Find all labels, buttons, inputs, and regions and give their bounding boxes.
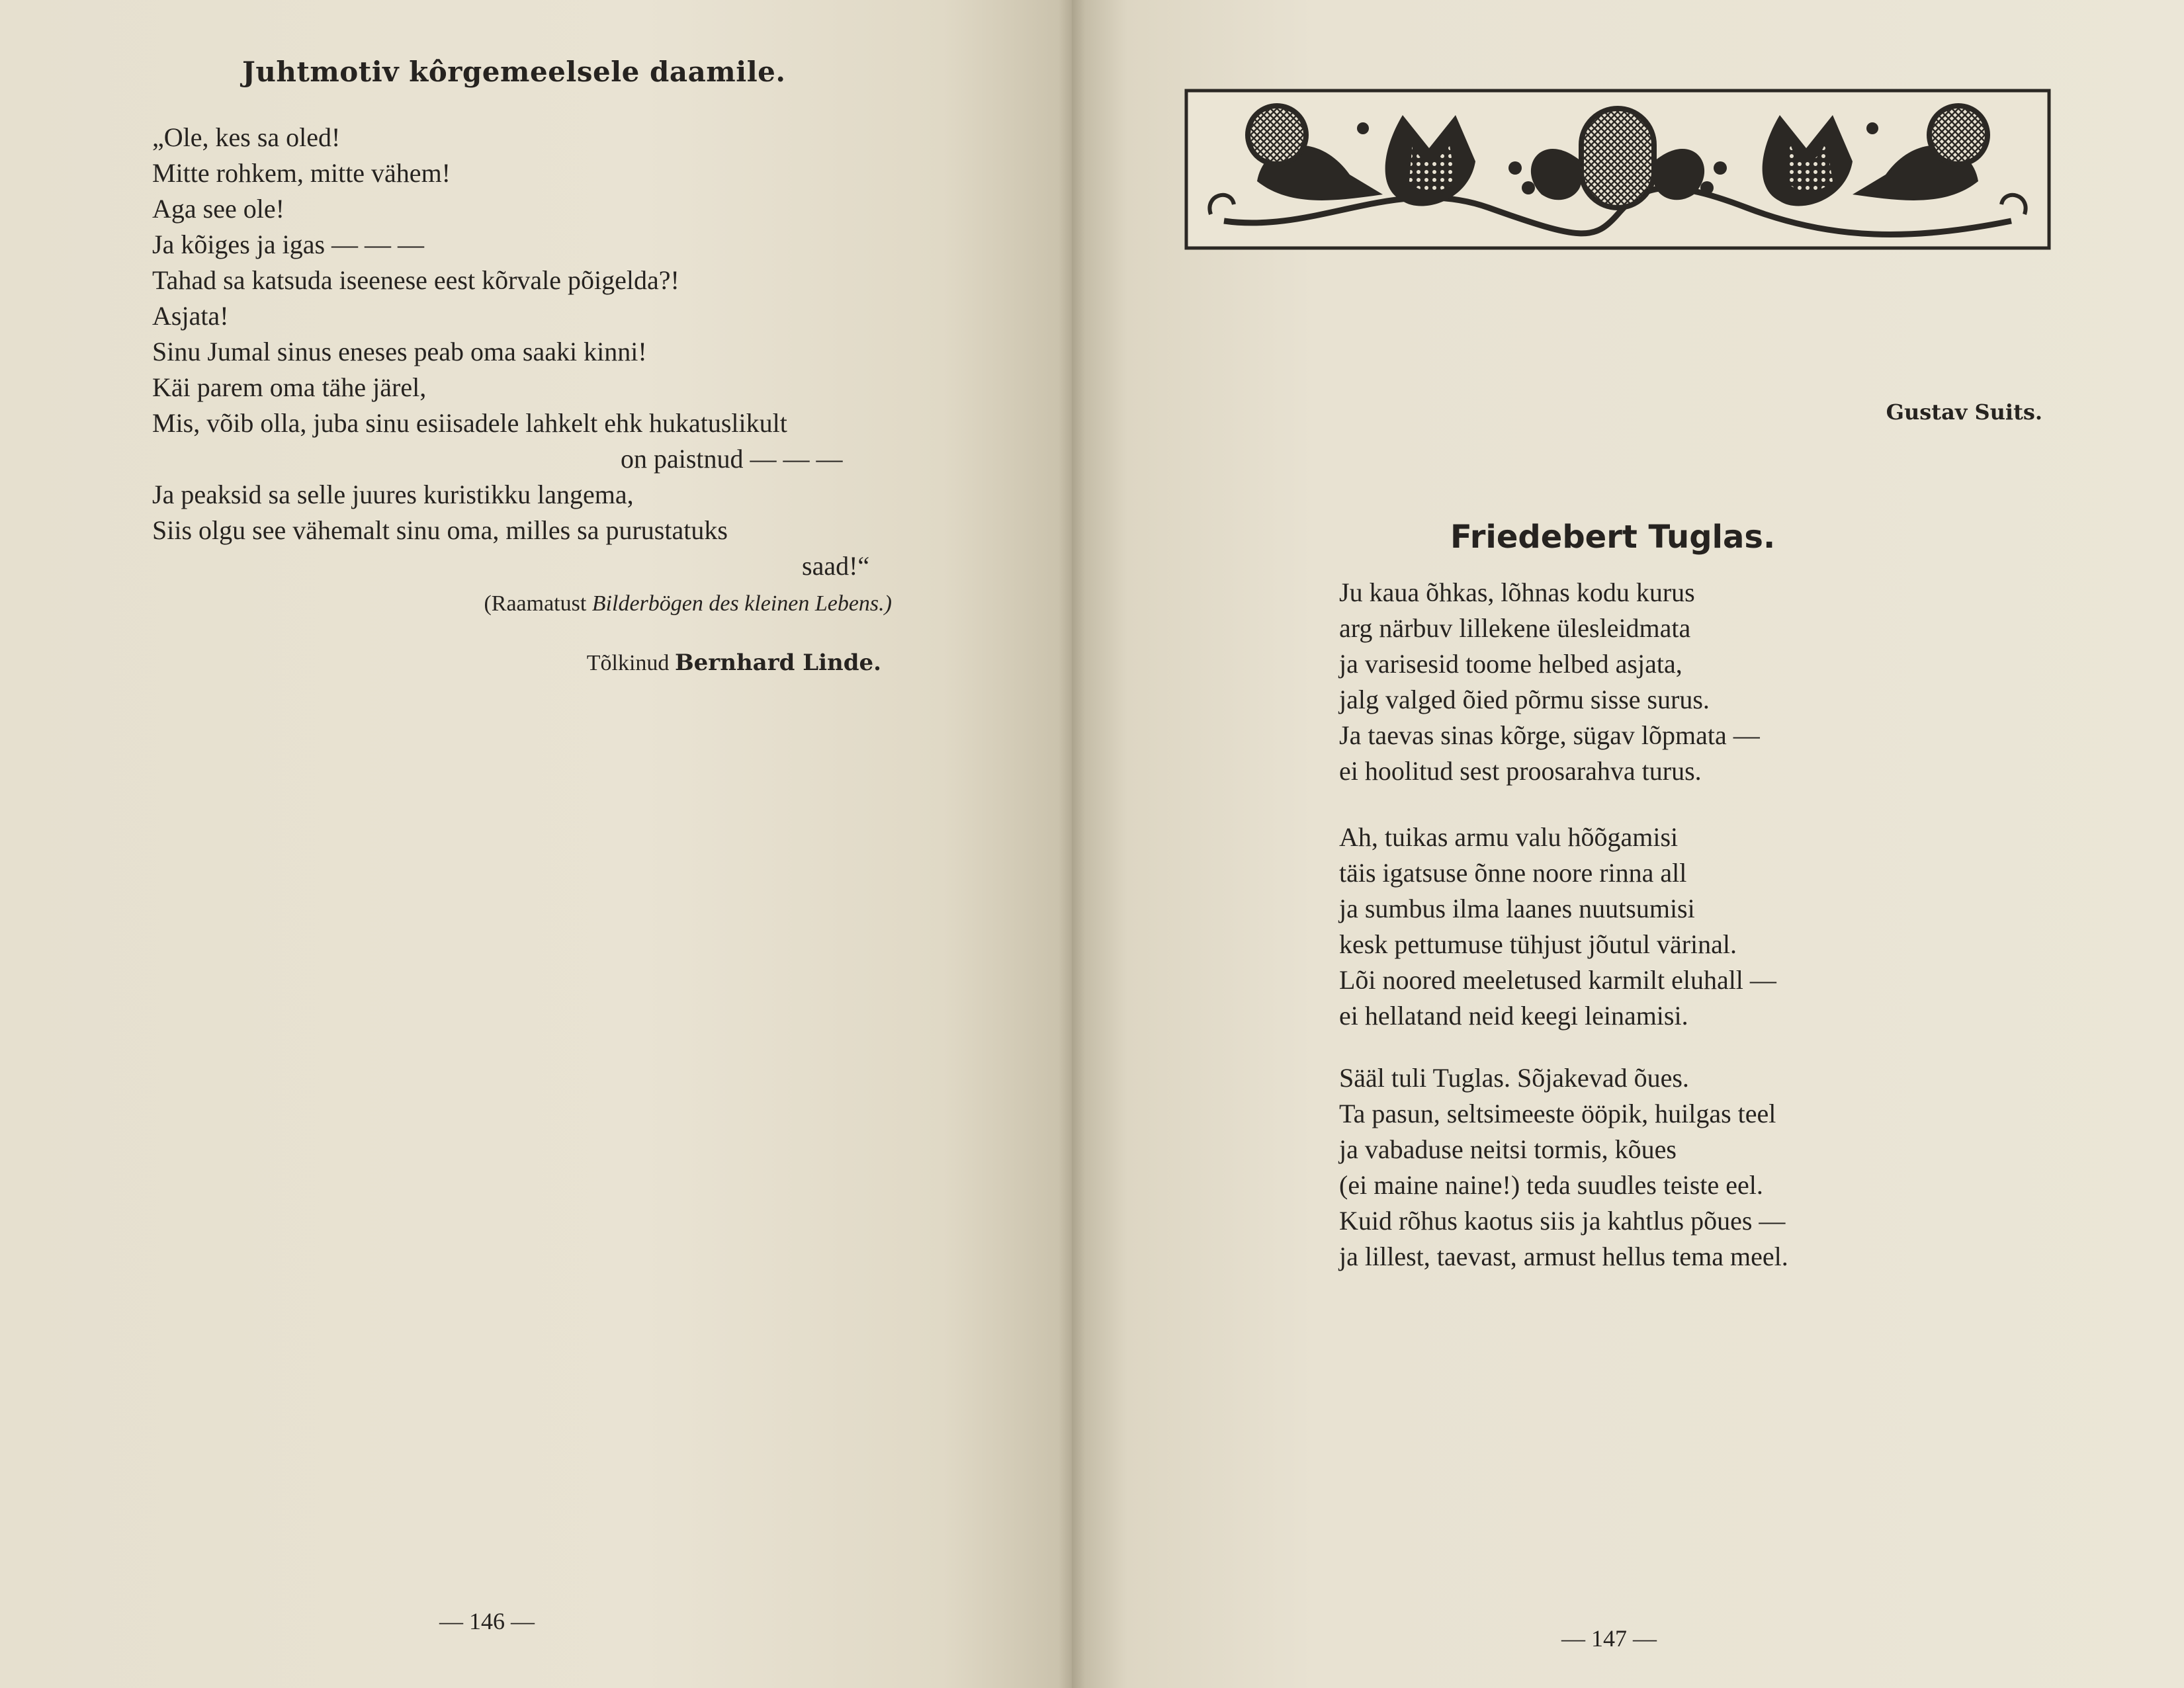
poem-line: „Ole, kes sa oled! bbox=[152, 122, 341, 152]
poem-line: Ju kaua õhkas, lõhnas kodu kurus bbox=[1339, 577, 1695, 607]
book-gutter bbox=[1059, 0, 1085, 1688]
translator-name: Bernhard Linde. bbox=[674, 650, 881, 676]
right-page bbox=[1072, 0, 2184, 1688]
poem-line: ja lillest, taevast, armust hellus tema meel. bbox=[1339, 1242, 1788, 1271]
poem-line: Ja peaksid sa selle juures kuristikku langema, bbox=[152, 480, 634, 509]
translator-prefix: Tõlkinud bbox=[586, 651, 670, 675]
poem-line: Ta pasun, seltsimeeste ööpik, huilgas teel bbox=[1339, 1099, 1776, 1128]
right-poem-title: Friedebert Tuglas. bbox=[1450, 518, 1776, 556]
poem-line: Aga see ole! bbox=[152, 194, 284, 224]
poem-line: ja vabaduse neitsi tormis, kõues bbox=[1339, 1134, 1677, 1164]
poem-line: Lõi noored meeletused karmilt eluhall — bbox=[1339, 965, 1776, 995]
poem-line: Sinu Jumal sinus eneses peab oma saaki kinni! bbox=[152, 337, 647, 366]
poem-line: Kuid rõhus kaotus siis ja kahtlus põues — bbox=[1339, 1206, 1786, 1236]
poem-line-continuation: on paistnud — — — bbox=[621, 444, 843, 474]
poem-author: Gustav Suits. bbox=[1886, 400, 2042, 425]
poem-line-continuation: saad!“ bbox=[802, 551, 870, 581]
poem-line: ja sumbus ilma laanes nuutsumisi bbox=[1339, 894, 1695, 923]
poem-line: ei hellatand neid keegi leinamisi. bbox=[1339, 1001, 1688, 1031]
poem-line: ja varisesid toome helbed asjata, bbox=[1339, 649, 1682, 679]
source-note bbox=[484, 591, 892, 616]
source-book-title: Bilderbögen des kleinen Lebens.) bbox=[591, 591, 892, 616]
poem-line: Mitte rohkem, mitte vähem! bbox=[152, 158, 451, 188]
left-page bbox=[0, 0, 1072, 1688]
source-prefix: (Raamatust bbox=[484, 591, 587, 616]
poem-line: Ah, tuikas armu valu hõõgamisi bbox=[1339, 822, 1679, 852]
page-number-left: — 146 — bbox=[439, 1608, 535, 1634]
translator-credit bbox=[587, 650, 881, 676]
poem-line: Ja kõiges ja igas — — — bbox=[152, 230, 425, 259]
poem-line: Siis olgu see vähemalt sinu oma, milles sa purustatuks bbox=[152, 515, 728, 545]
poem-line: Tahad sa katsuda iseenese eest kõrvale põigelda?! bbox=[152, 265, 679, 295]
poem-line: Mis, võib olla, juba sinu esiisadele lahkelt ehk hukatuslikult bbox=[152, 408, 787, 438]
poem-line: arg närbuv lillekene ülesleidmata bbox=[1339, 613, 1691, 643]
poem-line: Käi parem oma tähe järel, bbox=[152, 372, 427, 402]
page-number-right: — 147 — bbox=[1561, 1625, 1657, 1652]
poem-line: kesk pettumuse tühjust jõutul värinal. bbox=[1339, 929, 1737, 959]
poem-line: täis igatsuse õnne noore rinna all bbox=[1339, 858, 1687, 888]
left-poem-title: Juhtmotiv kôrgemeelsele daamile. bbox=[242, 56, 786, 88]
folk-ornament-header bbox=[1184, 89, 2051, 250]
poem-line: Ja taevas sinas kõrge, sügav lõpmata — bbox=[1339, 720, 1760, 750]
poem-line: Sääl tuli Tuglas. Sõjakevad õues. bbox=[1339, 1063, 1689, 1093]
poem-line: (ei maine naine!) teda suudles teiste eel. bbox=[1339, 1170, 1763, 1200]
poem-line: jalg valged õied põrmu sisse surus. bbox=[1339, 685, 1710, 714]
poem-line: ei hoolitud sest proosarahva turus. bbox=[1339, 756, 1702, 786]
poem-line: Asjata! bbox=[152, 301, 229, 331]
